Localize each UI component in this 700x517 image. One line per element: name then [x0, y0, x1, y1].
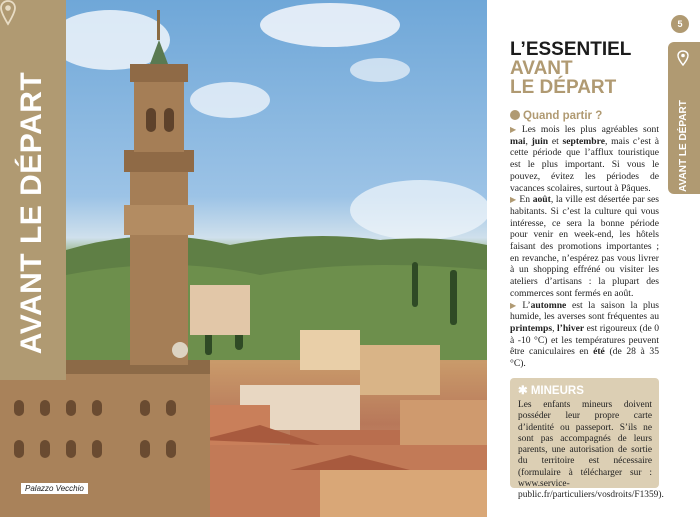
map-pin-icon	[0, 0, 16, 26]
arrow-right-icon: ▶	[510, 125, 519, 134]
section-bullet-icon	[510, 110, 520, 120]
info-box-minors	[510, 378, 664, 501]
section-title-text: Quand partir ?	[523, 110, 603, 122]
arrow-right-icon: ▶	[510, 195, 517, 205]
arrow-right-icon: ▶	[510, 300, 520, 310]
map-pin-icon	[677, 50, 689, 66]
photo-caption: Palazzo Vecchio	[21, 483, 88, 494]
heading-line-2: AVANT	[510, 58, 573, 79]
info-box-title: ✱ MINEURS	[518, 385, 584, 397]
side-chapter-title: AVANT LE DÉPART	[15, 71, 48, 355]
page-number: 5	[671, 15, 689, 33]
heading-line-3: LE DÉPART	[510, 77, 617, 98]
info-box-text: Les enfants mineurs doivent posséder leur propre carte d’identité ou passeport. S’ils ne sont pas accompagnés de leurs parents, une autorisation de sortie du territoire est nécessaire (formulaire à télécharger sur : www.service-public.fr/particuliers/vosdroits/F1359).	[518, 400, 664, 501]
paragraph-1: ▶ Les mois les plus agréables sont mai, juin et septembre, mais c’est à cette période que l’afflux touristique est le plus important. Si vous le pouvez, évitez les périodes de vacances scolaires, surtout à Pâques.	[510, 124, 659, 194]
side-chapter-tab	[0, 0, 66, 380]
right-chapter-title: AVANT LE DÉPART	[678, 100, 689, 192]
page-heading	[510, 40, 631, 97]
heading-line-1: L’ESSENTIEL	[510, 39, 632, 60]
section-title	[510, 110, 602, 122]
right-chapter-tab[interactable]	[668, 42, 700, 194]
paragraph-2: ▶ En août, la ville est désertée par ses habitants. Si c’est la culture qui vous intéresse, ce sera la bonne période pour venir en week-end, les hôtels faisant des promotions importantes ; en revanche, n’espérez pas vous livrer à un shopping effréné ou visiter les ateliers d’artisans : la plupart des commerces sont fermés en août.	[510, 194, 660, 299]
paragraph-3: ▶ L’automne est la saison la plus humide, les averses sont fréquentes au printemps, l’hiver est rigoureux (de 0 à -10 °C) et les températures peuvent être caniculaires en été (de 28 à 35 °C).	[510, 299, 660, 370]
section-body	[510, 124, 659, 370]
